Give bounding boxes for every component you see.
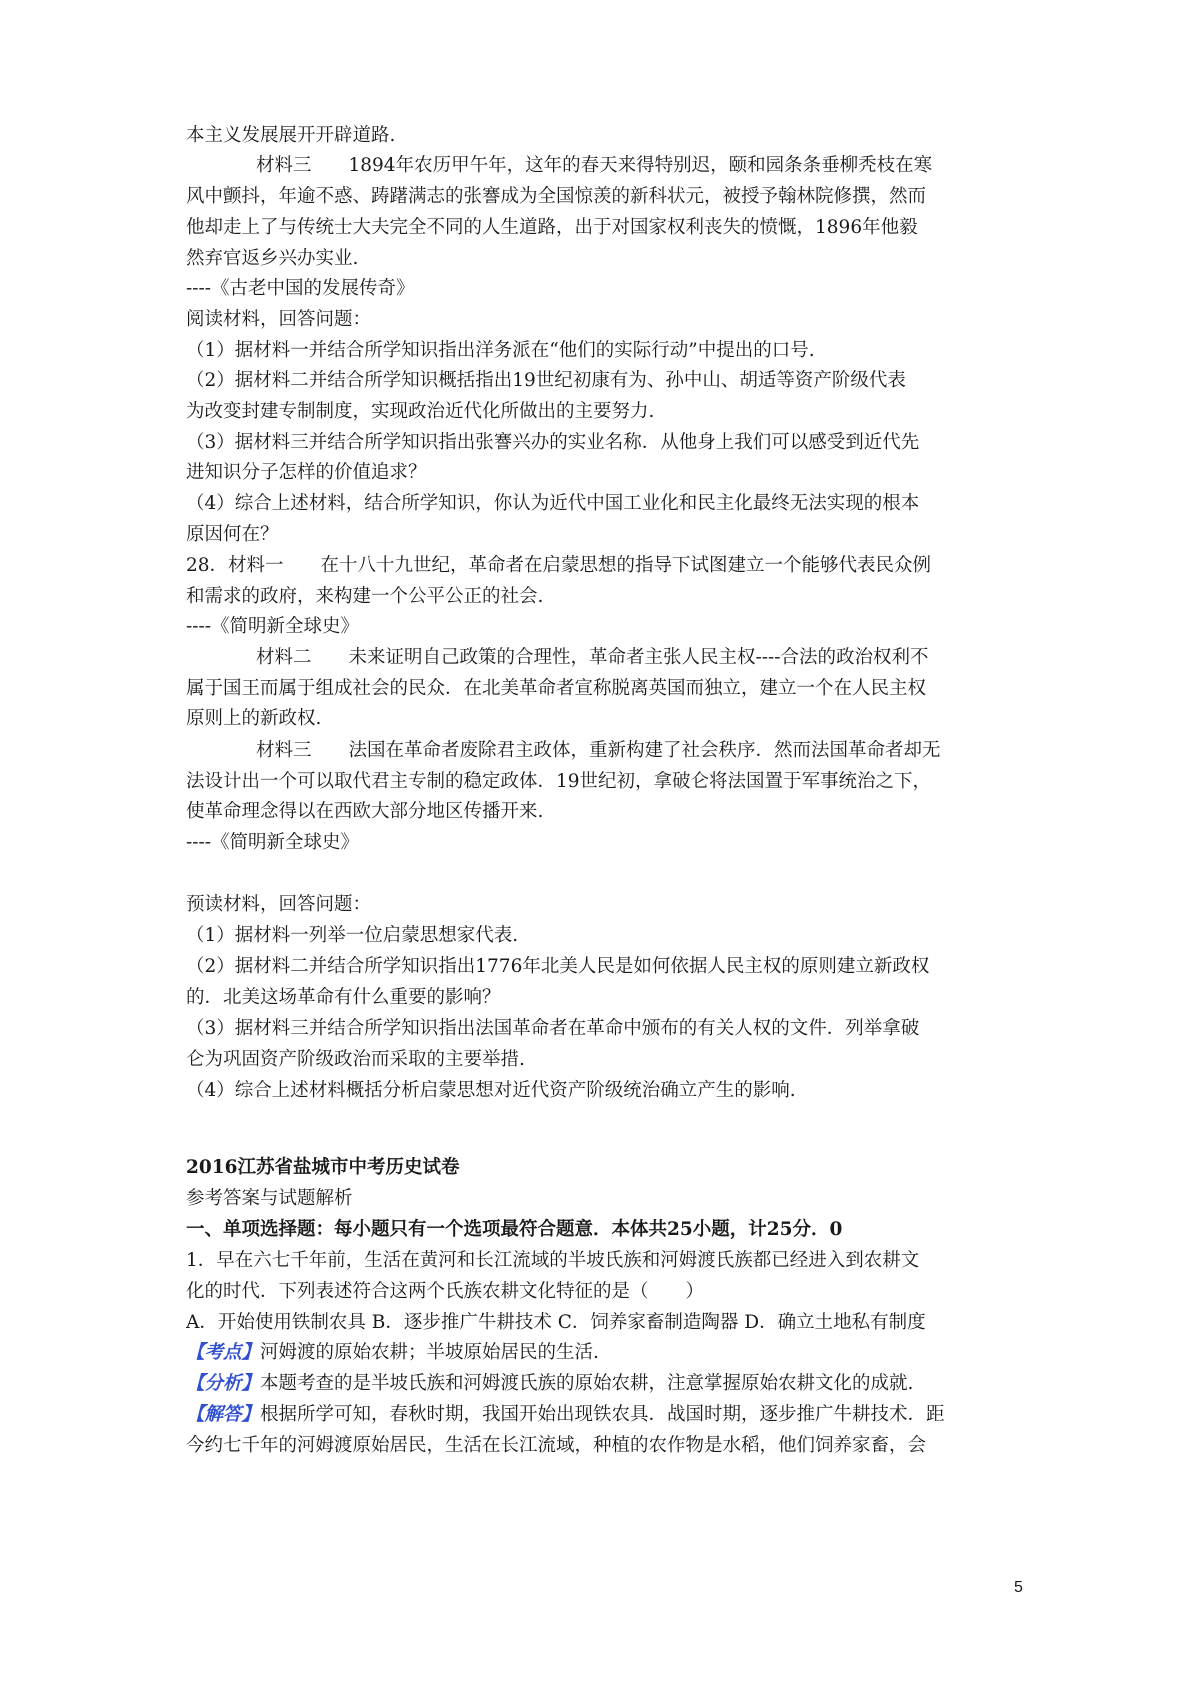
text-line-content: 根据所学可知，春秋时期，我国开始出现铁农具．战国时期，逐步推广牛耕技术．距	[260, 1404, 945, 1425]
text-line	[186, 521, 1026, 549]
text-line-content: 使革命理念得以在西欧大部分地区传播开来.	[186, 801, 544, 822]
text-line	[186, 122, 1026, 150]
text-line-content: 1．早在六七千年前，生活在黄河和长江流域的半坡氏族和河姆渡氏族都已经进入到农耕文	[186, 1250, 920, 1271]
text-line	[186, 922, 1026, 950]
text-line-content: 进知识分子怎样的价值追求？	[186, 462, 427, 483]
text-line	[186, 275, 1026, 303]
text-line	[186, 337, 1026, 365]
text-line	[186, 1154, 1026, 1182]
text-line-content: 然弃官返乡兴办实业.	[186, 248, 359, 269]
text-line-content: 属于国王而属于组成社会的民众．在北美革命者宣称脱离英国而独立，建立一个在人民主权	[186, 678, 927, 699]
text-line	[186, 1077, 1026, 1105]
text-line-content: （2）据材料二并结合所学知识概括指出19世纪初康有为、孙中山、胡适等资产阶级代表	[186, 370, 906, 391]
text-line	[186, 306, 1026, 334]
text-line-content: 2016江苏省盐城市中考历史试卷	[186, 1157, 460, 1178]
text-line	[186, 953, 1026, 981]
text-line-content: 法设计出一个可以取代君主专制的稳定政体．19世纪初，拿破仑将法国置于军事统治之下，	[186, 771, 932, 792]
text-line-content: 河姆渡的原始农耕；半坡原始居民的生活.	[260, 1342, 599, 1363]
text-line	[186, 1185, 1026, 1213]
text-line-content: 材料二 未来证明自己政策的合理性，革命者主张人民主权----合法的政治权利不	[256, 647, 929, 668]
text-line	[256, 152, 1026, 180]
text-line	[186, 829, 1026, 857]
text-line	[186, 552, 1026, 580]
answer-section-tag: 【考点】	[186, 1342, 261, 1363]
text-line	[186, 1339, 1026, 1367]
text-line	[256, 644, 1026, 672]
text-line	[186, 675, 1026, 703]
text-line-content: （2）据材料二并结合所学知识指出1776年北美人民是如何依据人民主权的原则建立新政权	[186, 956, 930, 977]
text-line	[186, 214, 1026, 242]
text-line	[186, 1278, 1026, 1306]
text-line-content: ----《简明新全球史》	[186, 832, 360, 853]
text-line-content: 风中颤抖，年逾不惑、踌躇满志的张謇成为全国惊羡的新科状元，被授予翰林院修撰，然而	[186, 186, 927, 207]
text-line-content: （3）据材料三并结合所学知识指出张謇兴办的实业名称．从他身上我们可以感受到近代先	[186, 432, 920, 453]
text-line-content: 和需求的政府，来构建一个公平公正的社会.	[186, 586, 544, 607]
text-line	[186, 1216, 1026, 1244]
text-line	[256, 737, 1026, 765]
text-line-content: 28．材料一 在十八十九世纪，革命者在启蒙思想的指导下试图建立一个能够代表民众例	[186, 555, 932, 576]
text-line-content: 材料三 1894年农历甲午年，这年的春天来得特别迟，颐和园条条垂柳秃枝在寒	[256, 155, 933, 176]
text-line-content: 一、单项选择题：每小题只有一个选项最符合题意．本体共25小题，计25分．0	[186, 1219, 843, 1240]
text-line-content: 本题考查的是半坡氏族和河姆渡氏族的原始农耕，注意掌握原始农耕文化的成就.	[260, 1373, 914, 1394]
text-line-content: 阅读材料，回答问题：	[186, 309, 372, 330]
text-line-content: 的．北美这场革命有什么重要的影响？	[186, 987, 501, 1008]
text-line	[186, 1370, 1026, 1398]
text-line	[186, 490, 1026, 518]
text-line	[186, 398, 1026, 426]
text-line	[186, 1309, 1026, 1337]
text-line	[186, 429, 1026, 457]
text-line	[186, 183, 1026, 211]
text-line-content: （3）据材料三并结合所学知识指出法国革命者在革命中颁布的有关人权的文件．列举拿破	[186, 1018, 920, 1039]
text-line	[186, 583, 1026, 611]
text-line	[186, 1015, 1026, 1043]
text-line	[186, 705, 1026, 733]
text-line	[186, 245, 1026, 273]
answer-section-tag: 【解答】	[186, 1404, 261, 1425]
text-line-content: （4）综合上述材料，结合所学知识，你认为近代中国工业化和民主化最终无法实现的根本	[186, 493, 920, 514]
text-line-content: 材料三 法国在革命者废除君主政体，重新构建了社会秩序．然而法国革命者却无	[256, 740, 941, 761]
text-line	[186, 367, 1026, 395]
text-line	[186, 1046, 1026, 1074]
text-line-content: 参考答案与试题解析	[186, 1188, 353, 1209]
text-line-content: 仑为巩固资产阶级政治而采取的主要举措.	[186, 1049, 525, 1070]
text-line-content: 他却走上了与传统士大夫完全不同的人生道路，出于对国家权利丧失的愤慨，1896年他毅	[186, 217, 918, 238]
text-line-content: 原因何在？	[186, 524, 279, 545]
text-line-content: 预读材料，回答问题：	[186, 894, 372, 915]
text-line	[186, 984, 1026, 1012]
text-line-content: 为改变封建专制制度，实现政治近代化所做出的主要努力.	[186, 401, 655, 422]
text-line-content: 今约七千年的河姆渡原始居民，生活在长江流域，种植的农作物是水稻，他们饲养家畜，会	[186, 1435, 927, 1456]
text-line-content: （1）据材料一列举一位启蒙思想家代表.	[186, 925, 519, 946]
text-line	[186, 798, 1026, 826]
text-line	[186, 1247, 1026, 1275]
text-line-content: ----《古老中国的发展传奇》	[186, 278, 415, 299]
text-line-content: （4）综合上述材料概括分析启蒙思想对近代资产阶级统治确立产生的影响.	[186, 1080, 796, 1101]
text-line	[186, 613, 1026, 641]
answer-section-tag: 【分析】	[186, 1373, 261, 1394]
text-line-content: 本主义发展展开开辟道路.	[186, 125, 396, 146]
page-number: 5	[1014, 1579, 1023, 1596]
text-line-content: A．开始使用铁制农具 B．逐步推广牛耕技术 C．饲养家畜制造陶器 D．确立土地私有制度	[186, 1312, 926, 1333]
text-line	[186, 768, 1026, 796]
text-line-content: 原则上的新政权.	[186, 708, 322, 729]
text-line	[186, 1432, 1026, 1460]
text-line-content: （1）据材料一并结合所学知识指出洋务派在“他们的实际行动”中提出的口号.	[186, 340, 815, 361]
text-line	[186, 1401, 1026, 1429]
text-line	[186, 891, 1026, 919]
text-line	[186, 459, 1026, 487]
text-line-content: 化的时代．下列表述符合这两个氏族农耕文化特征的是（ ）	[186, 1281, 705, 1302]
text-line-content: ----《简明新全球史》	[186, 616, 360, 637]
